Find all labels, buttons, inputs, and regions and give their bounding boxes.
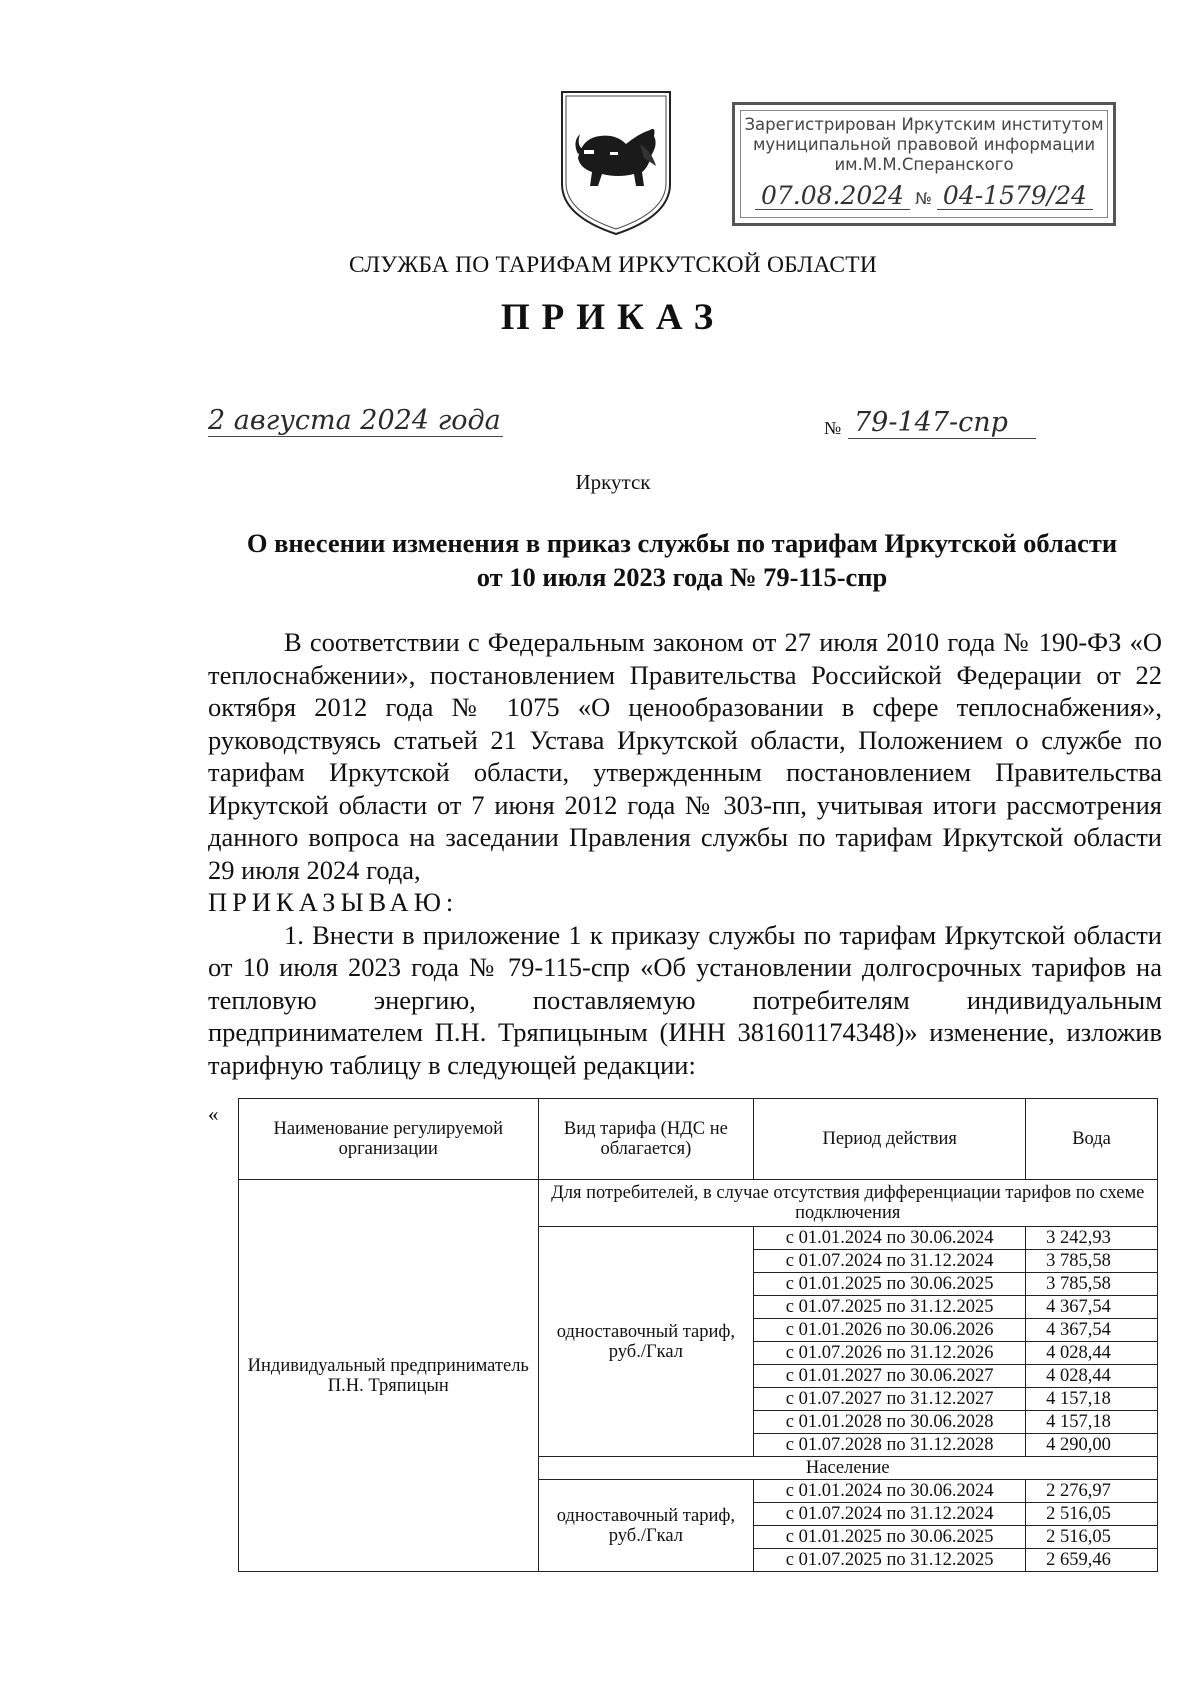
preamble-paragraph: В соответствии с Федеральным законом от 27 июля 2010 года № 190-ФЗ «О теплоснабжении», постановлением Правительства Российской Федерации от 22 октября 2012 года № 1075 «О ценообразовании в сфере теплоснабжения», руководствуясь статьей 21 Устава Иркутской области, Положением о службе по тарифам Иркутской области, утвержденным постановлением Правительства Иркутской области от 7 июня 2012 года № 303-пп, учитывая итоги рассмотрения данного вопроса на заседании Правления службы по тарифам Иркутской области 29 июля 2024 года, [208,627,1162,885]
period-cell: с 01.07.2026 по 31.12.2026 [754,1342,1026,1365]
stamp-line-3: им.М.М.Сперанского [834,155,1014,174]
period-cell: с 01.01.2025 по 30.06.2025 [754,1273,1026,1296]
value-cell: 2 276,97 [1026,1480,1158,1503]
section-2-tariff-type: одноставочный тариф, руб./Гкал [538,1480,754,1572]
section-1-tariff-type: одноставочный тариф, руб./Гкал [538,1227,754,1457]
period-cell: с 01.01.2024 по 30.06.2024 [754,1480,1026,1503]
agency-name: СЛУЖБА ПО ТАРИФАМ ИРКУТСКОЙ ОБЛАСТИ [348,252,878,278]
heading-line-1: О внесении изменения в приказ службы по тарифам Иркутской области [246,528,1118,558]
value-cell: 3 242,93 [1026,1227,1158,1250]
value-cell: 4 290,00 [1026,1434,1158,1457]
org-name-cell: Индивидуальный предприниматель П.Н. Тряпицын [239,1180,539,1572]
tariff-table [238,1098,1158,1572]
registration-stamp [732,102,1116,226]
clause-1-paragraph: 1. Внести в приложение 1 к приказу службы по тарифам Иркутской области от 10 июля 2023 года № 79-115-спр «Об установлении долгосрочных тарифов на тепловую энергию, поставляемую потребителям индивидуальным предпринимателем П.Н. Тряпицыным (ИНН 381601174348)» изменение, изложив тарифную таблицу в следующей редакции: [208,919,1162,1080]
coat-of-arms-icon [556,88,676,238]
section-1-title: Для потребителей, в случае отсутствия дифференциации тарифов по схеме подключения [538,1180,1157,1227]
city: Иркутск [575,470,651,494]
document-number-label: № [824,418,842,438]
value-cell: 4 028,44 [1026,1365,1158,1388]
value-cell: 4 157,18 [1026,1411,1158,1434]
period-cell: с 01.07.2024 по 31.12.2024 [754,1250,1026,1273]
document-heading [200,526,1164,594]
value-cell: 4 028,44 [1026,1342,1158,1365]
period-cell: с 01.01.2028 по 30.06.2028 [754,1411,1026,1434]
value-cell: 3 785,58 [1026,1250,1158,1273]
table-header-row [239,1099,1158,1180]
period-cell: с 01.07.2024 по 31.12.2024 [754,1503,1026,1526]
stamp-reg-number: 04-1579/24 [937,183,1093,210]
header-tariff-type: Вид тарифа (НДС не облагается) [538,1099,754,1180]
period-cell: с 01.07.2025 по 31.12.2025 [754,1549,1026,1572]
value-cell: 3 785,58 [1026,1273,1158,1296]
opening-quote: « [208,1102,219,1126]
value-cell: 2 659,46 [1026,1549,1158,1572]
heading-line-2: от 10 июля 2023 года № 79-115-спр [476,562,888,592]
value-cell: 2 516,05 [1026,1526,1158,1549]
section-2-title: Население [538,1457,1157,1480]
value-cell: 4 367,54 [1026,1296,1158,1319]
stamp-registration [735,183,1113,213]
period-cell: с 01.01.2026 по 30.06.2026 [754,1319,1026,1342]
stamp-reg-date: 07.08.2024 [755,183,910,210]
header-org: Наименование регулируемой организации [239,1099,539,1180]
period-cell: с 01.01.2024 по 30.06.2024 [754,1227,1026,1250]
value-cell: 4 367,54 [1026,1319,1158,1342]
stamp-reg-no-label: № [915,189,932,208]
period-cell: с 01.01.2027 по 30.06.2027 [754,1365,1026,1388]
document-body [208,626,1162,1081]
value-cell: 2 516,05 [1026,1503,1158,1526]
period-cell: с 01.07.2028 по 31.12.2028 [754,1434,1026,1457]
document-title: ПРИКАЗ [500,297,726,338]
period-cell: с 01.07.2027 по 31.12.2027 [754,1388,1026,1411]
stamp-line-2: муниципальной правовой информации [752,135,1096,154]
document-number: 79-147-спр [848,408,1036,439]
document-date: 2 августа 2024 года [208,405,501,436]
order-word: ПРИКАЗЫВАЮ: [208,887,459,917]
table-row [239,1180,1158,1227]
period-cell: с 01.07.2025 по 31.12.2025 [754,1296,1026,1319]
stamp-line-1: Зарегистрирован Иркутским институтом [744,115,1104,134]
period-cell: с 01.01.2025 по 30.06.2025 [754,1526,1026,1549]
value-cell: 4 157,18 [1026,1388,1158,1411]
header-water: Вода [1026,1099,1158,1180]
header-period: Период действия [754,1099,1026,1180]
